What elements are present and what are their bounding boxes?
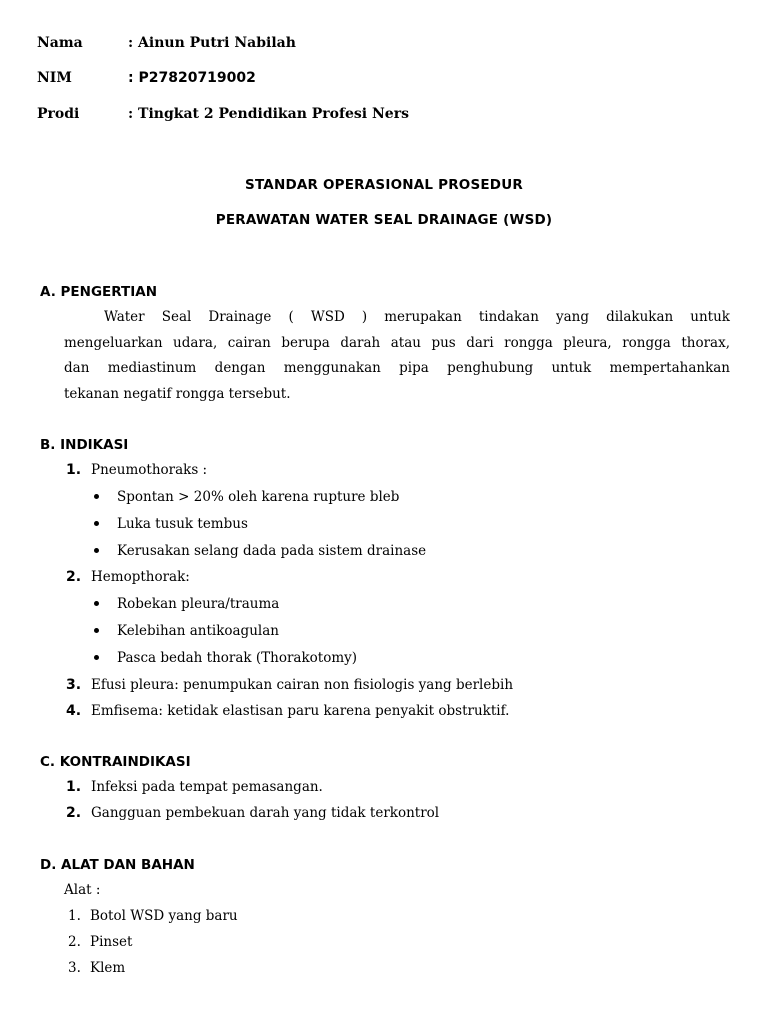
bullet-icon xyxy=(94,628,99,633)
list-item xyxy=(68,960,125,976)
paragraph-line: mengeluarkan udara, cairan berupa darah atau pus dari rongga pleura, rongga thorax, xyxy=(64,334,730,351)
list-item xyxy=(68,908,238,924)
paragraph-line: tekanan negatif rongga tersebut. xyxy=(64,385,291,402)
section-b-heading: B. INDIKASI xyxy=(40,437,129,453)
list-item xyxy=(66,569,190,585)
list-text: Emfisema: ketidak elastisan paru karena penyakit obstruktif. xyxy=(91,703,510,719)
list-text: Pneumothoraks : xyxy=(91,462,208,478)
bullet-item: Kerusakan selang dada pada sistem drainase xyxy=(94,543,426,559)
list-text: Pinset xyxy=(90,934,133,950)
nim-value: : P27820719002 xyxy=(128,70,256,86)
bullet-item: Pasca bedah thorak (Thorakotomy) xyxy=(94,650,357,666)
document-title-line2: PERAWATAN WATER SEAL DRAINAGE (WSD) xyxy=(215,212,553,228)
paragraph-line: dan mediastinum dengan menggunakan pipa penghubung untuk mempertahankan xyxy=(64,360,730,376)
list-text: Botol WSD yang baru xyxy=(90,908,238,924)
list-text: Efusi pleura: penumpukan cairan non fisiologis yang berlebih xyxy=(91,677,514,693)
section-a-heading: A. PENGERTIAN xyxy=(40,284,158,300)
list-item xyxy=(66,779,323,795)
bullet-icon xyxy=(94,601,99,606)
list-number: 4. xyxy=(66,703,82,719)
bullet-item: Robekan pleura/trauma xyxy=(94,596,279,612)
document-title-line1: STANDAR OPERASIONAL PROSEDUR xyxy=(245,177,523,193)
section-d-heading: D. ALAT DAN BAHAN xyxy=(40,857,195,873)
nama-value: : Ainun Putri Nabilah xyxy=(128,35,296,51)
prodi-label: Prodi xyxy=(37,106,80,122)
list-number: 2. xyxy=(66,805,82,821)
list-number: 3. xyxy=(66,677,82,693)
list-text: Hemopthorak: xyxy=(91,569,190,585)
list-item xyxy=(66,805,439,821)
list-text: Klem xyxy=(90,960,126,976)
list-number: 2. xyxy=(66,569,82,585)
bullet-icon xyxy=(94,521,99,526)
prodi-value: : Tingkat 2 Pendidikan Profesi Ners xyxy=(128,106,409,122)
list-text: Gangguan pembekuan darah yang tidak terkontrol xyxy=(91,805,440,821)
list-item xyxy=(66,462,207,478)
nim-label: NIM xyxy=(37,70,72,86)
bullet-icon xyxy=(94,494,99,499)
list-number: 1. xyxy=(68,908,81,924)
section-c-heading: C. KONTRAINDIKASI xyxy=(40,754,191,770)
bullet-icon xyxy=(94,548,99,553)
list-text: Infeksi pada tempat pemasangan. xyxy=(91,779,323,795)
alat-subheading: Alat : xyxy=(64,882,101,898)
nama-label: Nama xyxy=(37,35,83,51)
bullet-item: Kelebihan antikoagulan xyxy=(94,623,279,639)
section-a-paragraph xyxy=(64,305,730,407)
bullet-icon xyxy=(94,655,99,660)
list-number: 1. xyxy=(66,462,82,478)
list-number: 2. xyxy=(68,934,81,950)
list-item xyxy=(68,934,132,950)
list-number: 3. xyxy=(68,960,81,976)
paragraph-line: Water Seal Drainage ( WSD ) merupakan tindakan yang dilakukan untuk xyxy=(104,309,730,325)
list-number: 1. xyxy=(66,779,82,795)
list-item xyxy=(66,703,509,719)
bullet-item: Spontan > 20% oleh karena rupture bleb xyxy=(94,489,399,505)
bullet-item: Luka tusuk tembus xyxy=(94,516,248,532)
list-item xyxy=(66,677,513,693)
